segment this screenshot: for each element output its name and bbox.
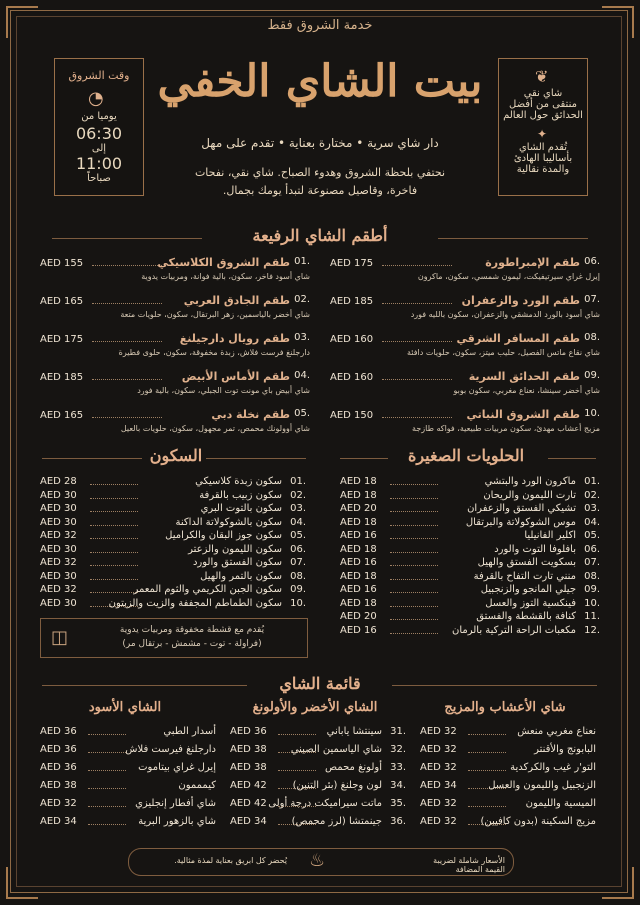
item-name: موس الشوكولاتة والبرتقال	[465, 516, 576, 528]
item-price: AED 16	[340, 584, 377, 595]
tea-col-title: شاي الأعشاب والمزيج	[444, 700, 566, 715]
divider-line	[392, 685, 597, 686]
item-price: AED 18	[340, 476, 377, 487]
item-name: جيلي المانجو والزنجبيل	[480, 584, 576, 595]
list-item	[340, 625, 600, 637]
tea-price: AED 32	[40, 798, 77, 809]
item-number: 01.	[584, 476, 600, 487]
footer-right: يُحضر كل ابريق بعناية لمذة مثالية.	[174, 856, 287, 865]
list-item	[40, 598, 306, 610]
item-name: بسكويت الفستق والهيل	[477, 557, 576, 568]
tea-name: أولونغ محمص	[325, 762, 382, 773]
item-number: 06.	[290, 543, 306, 555]
intro-text: نحتفي بلحظة الشروق وهدوء الصباح. شاي نقي، نفحات فاخرة، وقاصيل مصنوعة لتبدأ يومك بجمال.	[194, 166, 446, 197]
sunrise-days: يوميا من	[81, 111, 117, 122]
premium-price: AED 160	[330, 334, 374, 345]
item-number: 04.	[584, 516, 600, 528]
tea-item	[40, 744, 216, 758]
divider-line	[340, 458, 388, 459]
tea-item	[40, 816, 216, 830]
corner-ornament	[602, 867, 634, 899]
item-price: AED 30	[40, 489, 77, 501]
premium-number: 04.	[294, 370, 310, 381]
tea-box-line5: بأساليبا الهادئ	[513, 153, 573, 164]
divider-line	[52, 238, 202, 239]
tea-number: 32.	[390, 744, 406, 755]
tea-box-line6: والمدة نقالية	[516, 164, 570, 175]
divider-line	[206, 458, 306, 459]
premium-item	[330, 408, 600, 442]
premium-number: 02.	[294, 294, 310, 305]
item-name: سكون بالتمر والهيل	[200, 570, 282, 582]
premium-name: طقم الورد والزعفران	[461, 294, 580, 307]
scone-note-1: يُقدم مع قشطة مخفوقة ومربيات يدوية	[119, 625, 265, 635]
tea-name: شاي أفطار إنجليزي	[135, 798, 216, 809]
tea-price: AED 32	[420, 762, 457, 773]
header-tagline: خدمة الشروق فقط	[267, 18, 373, 33]
premium-name: طقم الحدائق السرية	[468, 370, 580, 383]
item-number: 05.	[290, 530, 306, 541]
tea-name: نعناع مغربي منعش	[517, 726, 596, 737]
item-number: 05.	[584, 530, 600, 541]
tea-price: AED 32	[420, 726, 457, 737]
tea-box-line1: شاي نقي	[523, 88, 563, 99]
tea-col-title: الشاي الأسود	[88, 700, 162, 715]
premium-desc: شاي نقاع ماتس الفصيل، حليب ميتز، سكون، حلويات دافئة	[407, 348, 600, 357]
premium-name: طقم الشروق النباتي	[466, 408, 580, 421]
item-number: 03.	[584, 503, 600, 514]
item-name: منني تارت التفاح بالقرفة	[473, 570, 576, 582]
sunrise-end: 11:00	[75, 154, 123, 173]
tea-item	[230, 798, 406, 812]
item-number: 10.	[290, 597, 306, 609]
item-price: AED 16	[340, 530, 377, 541]
premium-name: طقم الشروق الكلاسيكي	[157, 256, 290, 269]
tea-name: مزيج السكينة (بدون كافيين)	[480, 816, 596, 827]
premium-number: 05.	[294, 408, 310, 419]
premium-desc: مزيج أعشاب مهدئ، سكون مربيات طبيعية، فواكه طازجة	[412, 424, 600, 433]
tea-item	[420, 726, 596, 740]
tea-item	[40, 780, 216, 794]
list-item	[40, 476, 306, 488]
tea-box-line3: الحدائق حول العالم	[503, 110, 583, 121]
list-item	[40, 503, 306, 515]
item-price: AED 30	[40, 503, 77, 514]
tea-number: 36.	[390, 816, 406, 827]
premium-name: طقم المسافر الشرقي	[456, 332, 580, 345]
premium-item	[330, 370, 600, 404]
tea-name: البابونج والأقنتر	[534, 744, 596, 755]
tea-price: AED 42	[230, 780, 267, 791]
tea-name: أسدار الطبي	[163, 726, 216, 737]
tea-name: دارجلنغ فيرست فلاش	[125, 744, 216, 755]
premium-desc: شاي أسود بالورد الدمشقي والزعفران، سكون بالليه فورد	[410, 310, 600, 319]
item-name: سكون الجبن الكريمي والثوم المعمر	[133, 584, 282, 595]
sunrise-title: وقت الشروق	[68, 69, 130, 82]
tea-price: AED 36	[230, 726, 267, 737]
tea-col-title: الشاي الأخضر والأولونغ	[252, 700, 378, 715]
tea-item	[230, 762, 406, 776]
tea-price: AED 32	[420, 744, 457, 755]
list-item	[340, 611, 600, 623]
item-name: سكون بالشوكولاتة الداكنة	[175, 516, 282, 528]
item-name: تارت الليمون والريحان	[483, 489, 576, 501]
premium-desc: شاي أبيض باي مونت توت الجبلي، سكون، بالية فورد	[137, 386, 310, 395]
tea-item	[420, 780, 596, 794]
item-name: سكون زبدة كلاسيكي	[195, 476, 282, 487]
list-item	[40, 517, 306, 529]
tea-price: AED 38	[230, 744, 267, 755]
tea-name: لون وجلنغ (بئر التنين)	[292, 780, 382, 791]
footer-left: الأسعار شاملة لضريبة القيمة المضافة	[433, 856, 505, 874]
tea-name: شاي بالزهور البرية	[138, 816, 216, 827]
premium-item	[40, 256, 310, 290]
tea-price: AED 42	[230, 798, 267, 809]
list-item	[340, 544, 600, 556]
premium-desc: شاي أخضر بالياسمين، زهر البرتقال، سكون، حلويات متعة	[120, 310, 310, 319]
item-price: AED 18	[340, 597, 377, 609]
premium-number: 03.	[294, 332, 310, 343]
premium-price: AED 165	[40, 410, 84, 421]
premium-item	[330, 294, 600, 328]
tea-number: 31.	[390, 726, 406, 737]
sunrise-start: 06:30	[75, 124, 123, 143]
premium-item	[40, 332, 310, 366]
item-number: 07.	[290, 557, 306, 568]
premium-desc: شاي أخضر سينشا، نعناع مغربي، سكون بوبو	[453, 386, 600, 395]
tea-item	[230, 780, 406, 794]
item-name: سكون الليمون والزعتر	[188, 543, 282, 555]
list-item	[40, 490, 306, 502]
premium-price: AED 175	[330, 258, 374, 269]
divider-icon: ✦	[537, 127, 548, 141]
item-name: كنافة بالقشطة والفستق	[476, 611, 576, 622]
item-name: تشيكي الفستق والزعفران	[467, 503, 576, 514]
tea-number: 33.	[390, 762, 406, 773]
item-price: AED 18	[340, 516, 377, 528]
list-item	[340, 503, 600, 515]
sunrise-box	[54, 58, 144, 196]
item-price: AED 32	[40, 584, 77, 595]
item-number: 08.	[584, 570, 600, 582]
tea-quality-box	[498, 58, 588, 196]
premium-title: أطقم الشاي الرفيعة	[252, 226, 388, 245]
item-name: سكون زبيب بالقرفة	[199, 489, 282, 501]
premium-name: طقم الإمبراطورة	[485, 256, 580, 269]
list-item	[340, 530, 600, 542]
item-price: AED 20	[340, 503, 377, 514]
tea-name: جينمتشا (لرز محمص)	[291, 816, 382, 827]
item-price: AED 28	[40, 476, 77, 487]
subtitle: دار شاي سرية • مختارة بعناية • تقدم على مهل	[201, 136, 439, 150]
divider-line	[548, 458, 596, 459]
divider-line	[438, 238, 588, 239]
premium-item	[330, 332, 600, 366]
premium-number: 10.	[584, 408, 600, 419]
premium-item	[40, 294, 310, 328]
premium-name: طقم الأماس الأبيض	[181, 370, 290, 383]
premium-item	[330, 256, 600, 290]
tea-name: كيمممون	[178, 780, 216, 791]
tea-item	[230, 816, 406, 830]
tea-box-line2: منتقى من أفضل	[509, 99, 577, 110]
item-number: 01.	[290, 476, 306, 487]
item-name: مكعبات الراحة التركية بالرمان	[451, 624, 576, 636]
list-item	[40, 571, 306, 583]
corner-ornament	[6, 867, 38, 899]
item-number: 11.	[584, 611, 600, 622]
corner-ornament	[602, 6, 634, 38]
item-price: AED 18	[340, 543, 377, 555]
scones-title: السكون	[149, 446, 203, 465]
item-number: 04.	[290, 516, 306, 528]
list-item	[40, 530, 306, 542]
tea-price: AED 34	[230, 816, 267, 827]
item-number: 12.	[584, 624, 600, 636]
tea-price: AED 34	[40, 816, 77, 827]
premium-desc: دارجلنغ فرست فلاش، زبدة مخفوقة، سكون، حلوى فطيرة	[118, 348, 310, 357]
tea-number: 34.	[390, 780, 406, 791]
clock-icon: ◔	[88, 88, 104, 109]
item-price: AED 16	[340, 557, 377, 568]
tea-list-title: قائمة الشاي	[279, 674, 361, 693]
tea-price: AED 32	[420, 798, 457, 809]
small-sweets-title: الحلويات الصغيرة	[407, 446, 525, 465]
premium-name: طقم نخلة دبي	[211, 408, 290, 421]
item-name: سكون الطماطم المجففة والزيت والزيتون	[108, 597, 282, 609]
page-title: بيت الشاي الخفي	[157, 56, 483, 107]
tea-name: الزنجبيل والليمون والعسل	[488, 780, 596, 791]
teapot-icon: ♨	[309, 850, 326, 871]
sunrise-to: إلى	[91, 143, 107, 154]
tea-price: AED 38	[230, 762, 267, 773]
list-item	[340, 476, 600, 488]
premium-number: 08.	[584, 332, 600, 343]
item-price: AED 16	[340, 624, 377, 636]
list-item	[40, 584, 306, 596]
item-number: 06.	[584, 543, 600, 555]
divider-line	[42, 685, 247, 686]
premium-item	[40, 370, 310, 404]
tea-item	[40, 762, 216, 776]
item-number: 03.	[290, 503, 306, 514]
premium-price: AED 185	[330, 296, 374, 307]
premium-desc: إيرل غراي سيرتيفيكت، ليمون شمسي، سكون، ماكرون	[417, 272, 600, 281]
premium-number: 09.	[584, 370, 600, 381]
premium-price: AED 185	[40, 372, 84, 383]
tea-number: 35.	[390, 798, 406, 809]
item-number: 09.	[290, 584, 306, 595]
item-number: 10.	[584, 597, 600, 609]
item-number: 02.	[290, 489, 306, 501]
item-name: سكون بالتوت البري	[200, 503, 282, 514]
item-number: 08.	[290, 570, 306, 582]
tea-item	[230, 726, 406, 740]
item-price: AED 30	[40, 597, 77, 609]
item-price: AED 32	[40, 557, 77, 568]
premium-price: AED 175	[40, 334, 84, 345]
leaf-icon: ❦	[535, 67, 549, 86]
list-item	[340, 571, 600, 583]
tea-price: AED 36	[40, 762, 77, 773]
scone-note-2: (فراولة - توت - مشمش - برتقال مر)	[122, 639, 262, 649]
tea-price: AED 32	[420, 816, 457, 827]
tea-item	[420, 798, 596, 812]
item-price: AED 18	[340, 489, 377, 501]
premium-price: AED 165	[40, 296, 84, 307]
premium-price: AED 150	[330, 410, 374, 421]
item-name: اكلير الفانيليا	[524, 530, 576, 541]
item-number: 02.	[584, 489, 600, 501]
tea-item	[420, 744, 596, 758]
tea-item	[40, 726, 216, 740]
premium-number: 01.	[294, 256, 310, 267]
item-name: سكون الفستق والورد	[192, 557, 282, 568]
divider-line	[42, 458, 142, 459]
corner-ornament	[6, 6, 38, 38]
tea-price: AED 34	[420, 780, 457, 791]
list-item	[340, 517, 600, 529]
scone-note-box	[40, 618, 308, 658]
tea-name: الميسية والليمون	[525, 798, 596, 809]
list-item	[340, 490, 600, 502]
premium-name: طقم الجادق العربي	[183, 294, 290, 307]
item-price: AED 20	[340, 611, 377, 622]
tea-price: AED 36	[40, 726, 77, 737]
premium-item	[40, 408, 310, 442]
footer-bar	[128, 848, 514, 876]
tea-box-line4: تُقدم الشاي	[518, 142, 568, 153]
sunrise-period: صباحاً	[87, 173, 111, 184]
premium-price: AED 160	[330, 372, 374, 383]
tea-item	[420, 762, 596, 776]
item-price: AED 32	[40, 530, 77, 541]
premium-number: 06.	[584, 256, 600, 267]
premium-number: 07.	[584, 294, 600, 305]
premium-name: طقم رويال دارجيلنغ	[179, 332, 290, 345]
list-item	[40, 557, 306, 569]
list-item	[340, 598, 600, 610]
item-number: 07.	[584, 557, 600, 568]
list-item	[340, 584, 600, 596]
list-item	[340, 557, 600, 569]
premium-price: AED 155	[40, 258, 84, 269]
jar-icon: ◫	[51, 627, 69, 648]
tea-price: AED 38	[40, 780, 77, 791]
tea-name: سينتشا ياباني	[326, 726, 382, 737]
tea-item	[230, 744, 406, 758]
item-price: AED 30	[40, 543, 77, 555]
item-name: ماكرون الورد والبتشي	[484, 476, 576, 487]
tea-name: التو'ر غيب والكركدية	[510, 762, 596, 773]
item-number: 09.	[584, 584, 600, 595]
item-price: AED 18	[340, 570, 377, 582]
item-price: AED 30	[40, 516, 77, 528]
item-price: AED 30	[40, 570, 77, 582]
premium-desc: شاي أوولونك محمص، تمر مجهول، سكون، حلويات بالعيل	[120, 424, 310, 433]
tea-item	[420, 816, 596, 830]
item-name: سكون جوز البقان والكراميل	[165, 530, 282, 541]
item-name: بافلوفا التوت والورد	[494, 543, 576, 555]
item-name: فينكسية التوز والعسل	[485, 597, 576, 609]
tea-name: إيرل غراي بيتاموت	[138, 762, 216, 773]
tea-name: ماتت سيراميكت درجة أولى	[268, 798, 382, 809]
list-item	[40, 544, 306, 556]
tea-item	[40, 798, 216, 812]
tea-name: شاي الياسمين الصيني	[290, 744, 382, 755]
premium-desc: شاي أسود فاخر، سكون، بالية فوانة، ومربيات يدوية	[141, 272, 310, 281]
tea-price: AED 36	[40, 744, 77, 755]
